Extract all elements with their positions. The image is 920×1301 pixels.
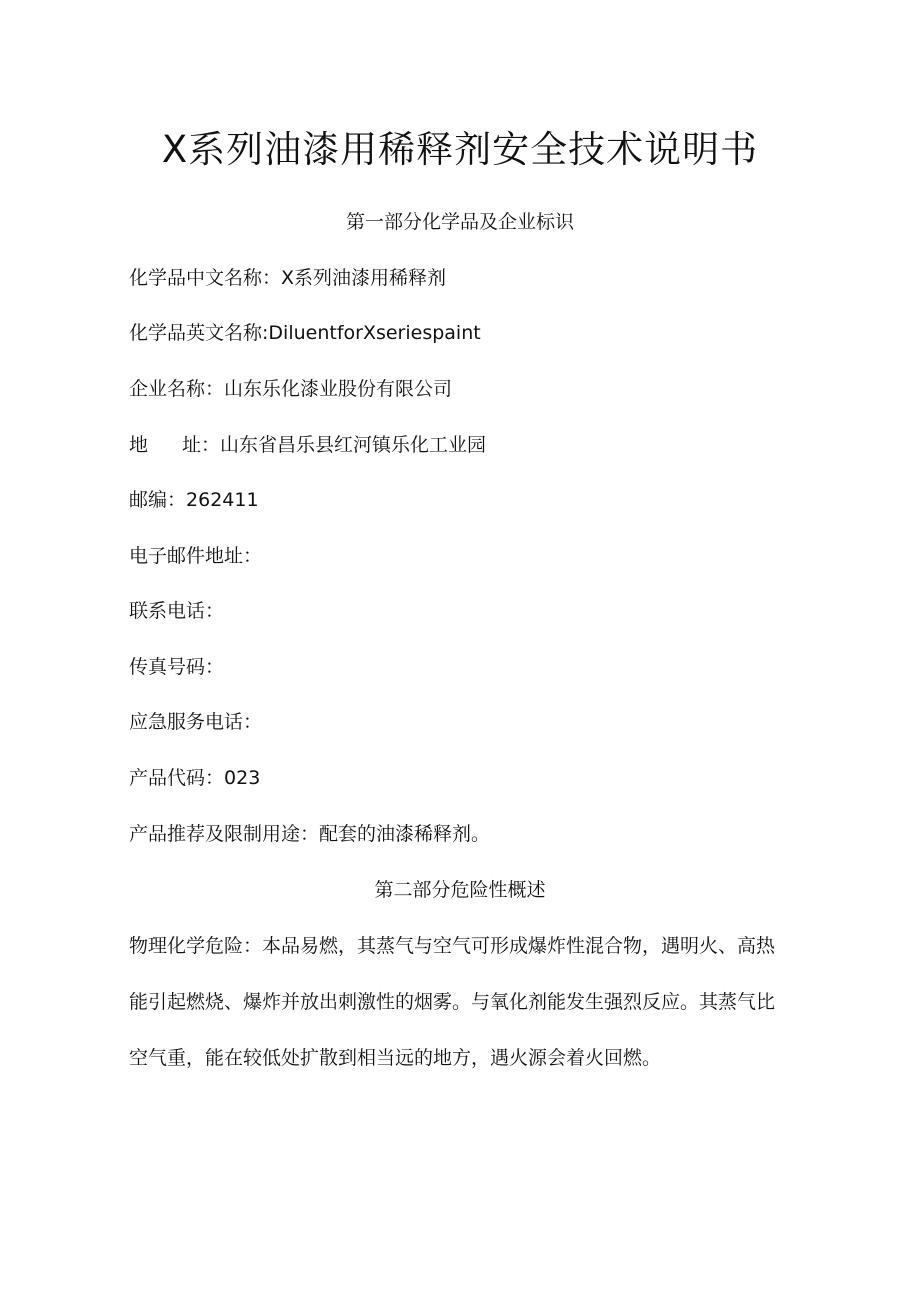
- field-value: 配套的油漆稀释剂。: [319, 823, 491, 845]
- field-label: 产品代码：: [129, 767, 225, 789]
- field-phone: [129, 597, 829, 625]
- field-value: 262411: [186, 489, 259, 511]
- field-label-part-a: 地: [129, 434, 149, 456]
- field-value: DiluentforXseriespaint: [268, 322, 481, 344]
- field-label: 产品推荐及限制用途：: [129, 823, 320, 845]
- field-value: 山东乐化漆业股份有限公司: [224, 378, 453, 400]
- field-chinese-name: [129, 264, 829, 292]
- field-label: 应急服务电话：: [129, 711, 263, 733]
- field-product-code: [129, 764, 829, 792]
- field-label: 企业名称：: [129, 378, 225, 400]
- field-label: 化学品中文名称：: [129, 267, 282, 289]
- hazard-paragraph: [129, 932, 819, 1100]
- field-label: 化学品英文名称:: [129, 322, 269, 344]
- field-label: 邮编：: [129, 489, 187, 511]
- field-postcode: [129, 486, 829, 514]
- section-1-heading: 第一部分化学品及企业标识: [345, 211, 574, 233]
- section-2-heading: 第二部分危险性概述: [374, 879, 546, 901]
- document-title: X系列油漆用稀释剂安全技术说明书: [161, 128, 759, 171]
- paragraph-line: 空气重，能在较低处扩散到相当远的地方，遇火源会着火回燃。: [129, 1047, 662, 1069]
- field-address: [129, 431, 829, 459]
- field-label: 电子邮件地址：: [129, 545, 263, 567]
- field-label: 传真号码：: [129, 656, 225, 678]
- field-company-name: [129, 375, 829, 403]
- paragraph-line: 能引起燃烧、爆炸并放出刺激性的烟雾。与氧化剂能发生强烈反应。其蒸气比: [129, 991, 776, 1013]
- field-label-part-b: 址：: [182, 434, 221, 456]
- field-fax: [129, 653, 829, 681]
- field-recommended-use: [129, 820, 829, 848]
- field-value: X系列油漆用稀释剂: [281, 267, 447, 289]
- field-value: 023: [224, 767, 261, 789]
- field-value: 山东省昌乐县红河镇乐化工业园: [220, 434, 487, 456]
- field-email: [129, 542, 829, 570]
- field-english-name: [129, 319, 829, 347]
- field-emergency-phone: [129, 708, 829, 736]
- field-label: 联系电话：: [129, 600, 225, 622]
- paragraph-line: 物理化学危险：本品易燃，其蒸气与空气可形成爆炸性混合物，遇明火、高热: [129, 935, 776, 957]
